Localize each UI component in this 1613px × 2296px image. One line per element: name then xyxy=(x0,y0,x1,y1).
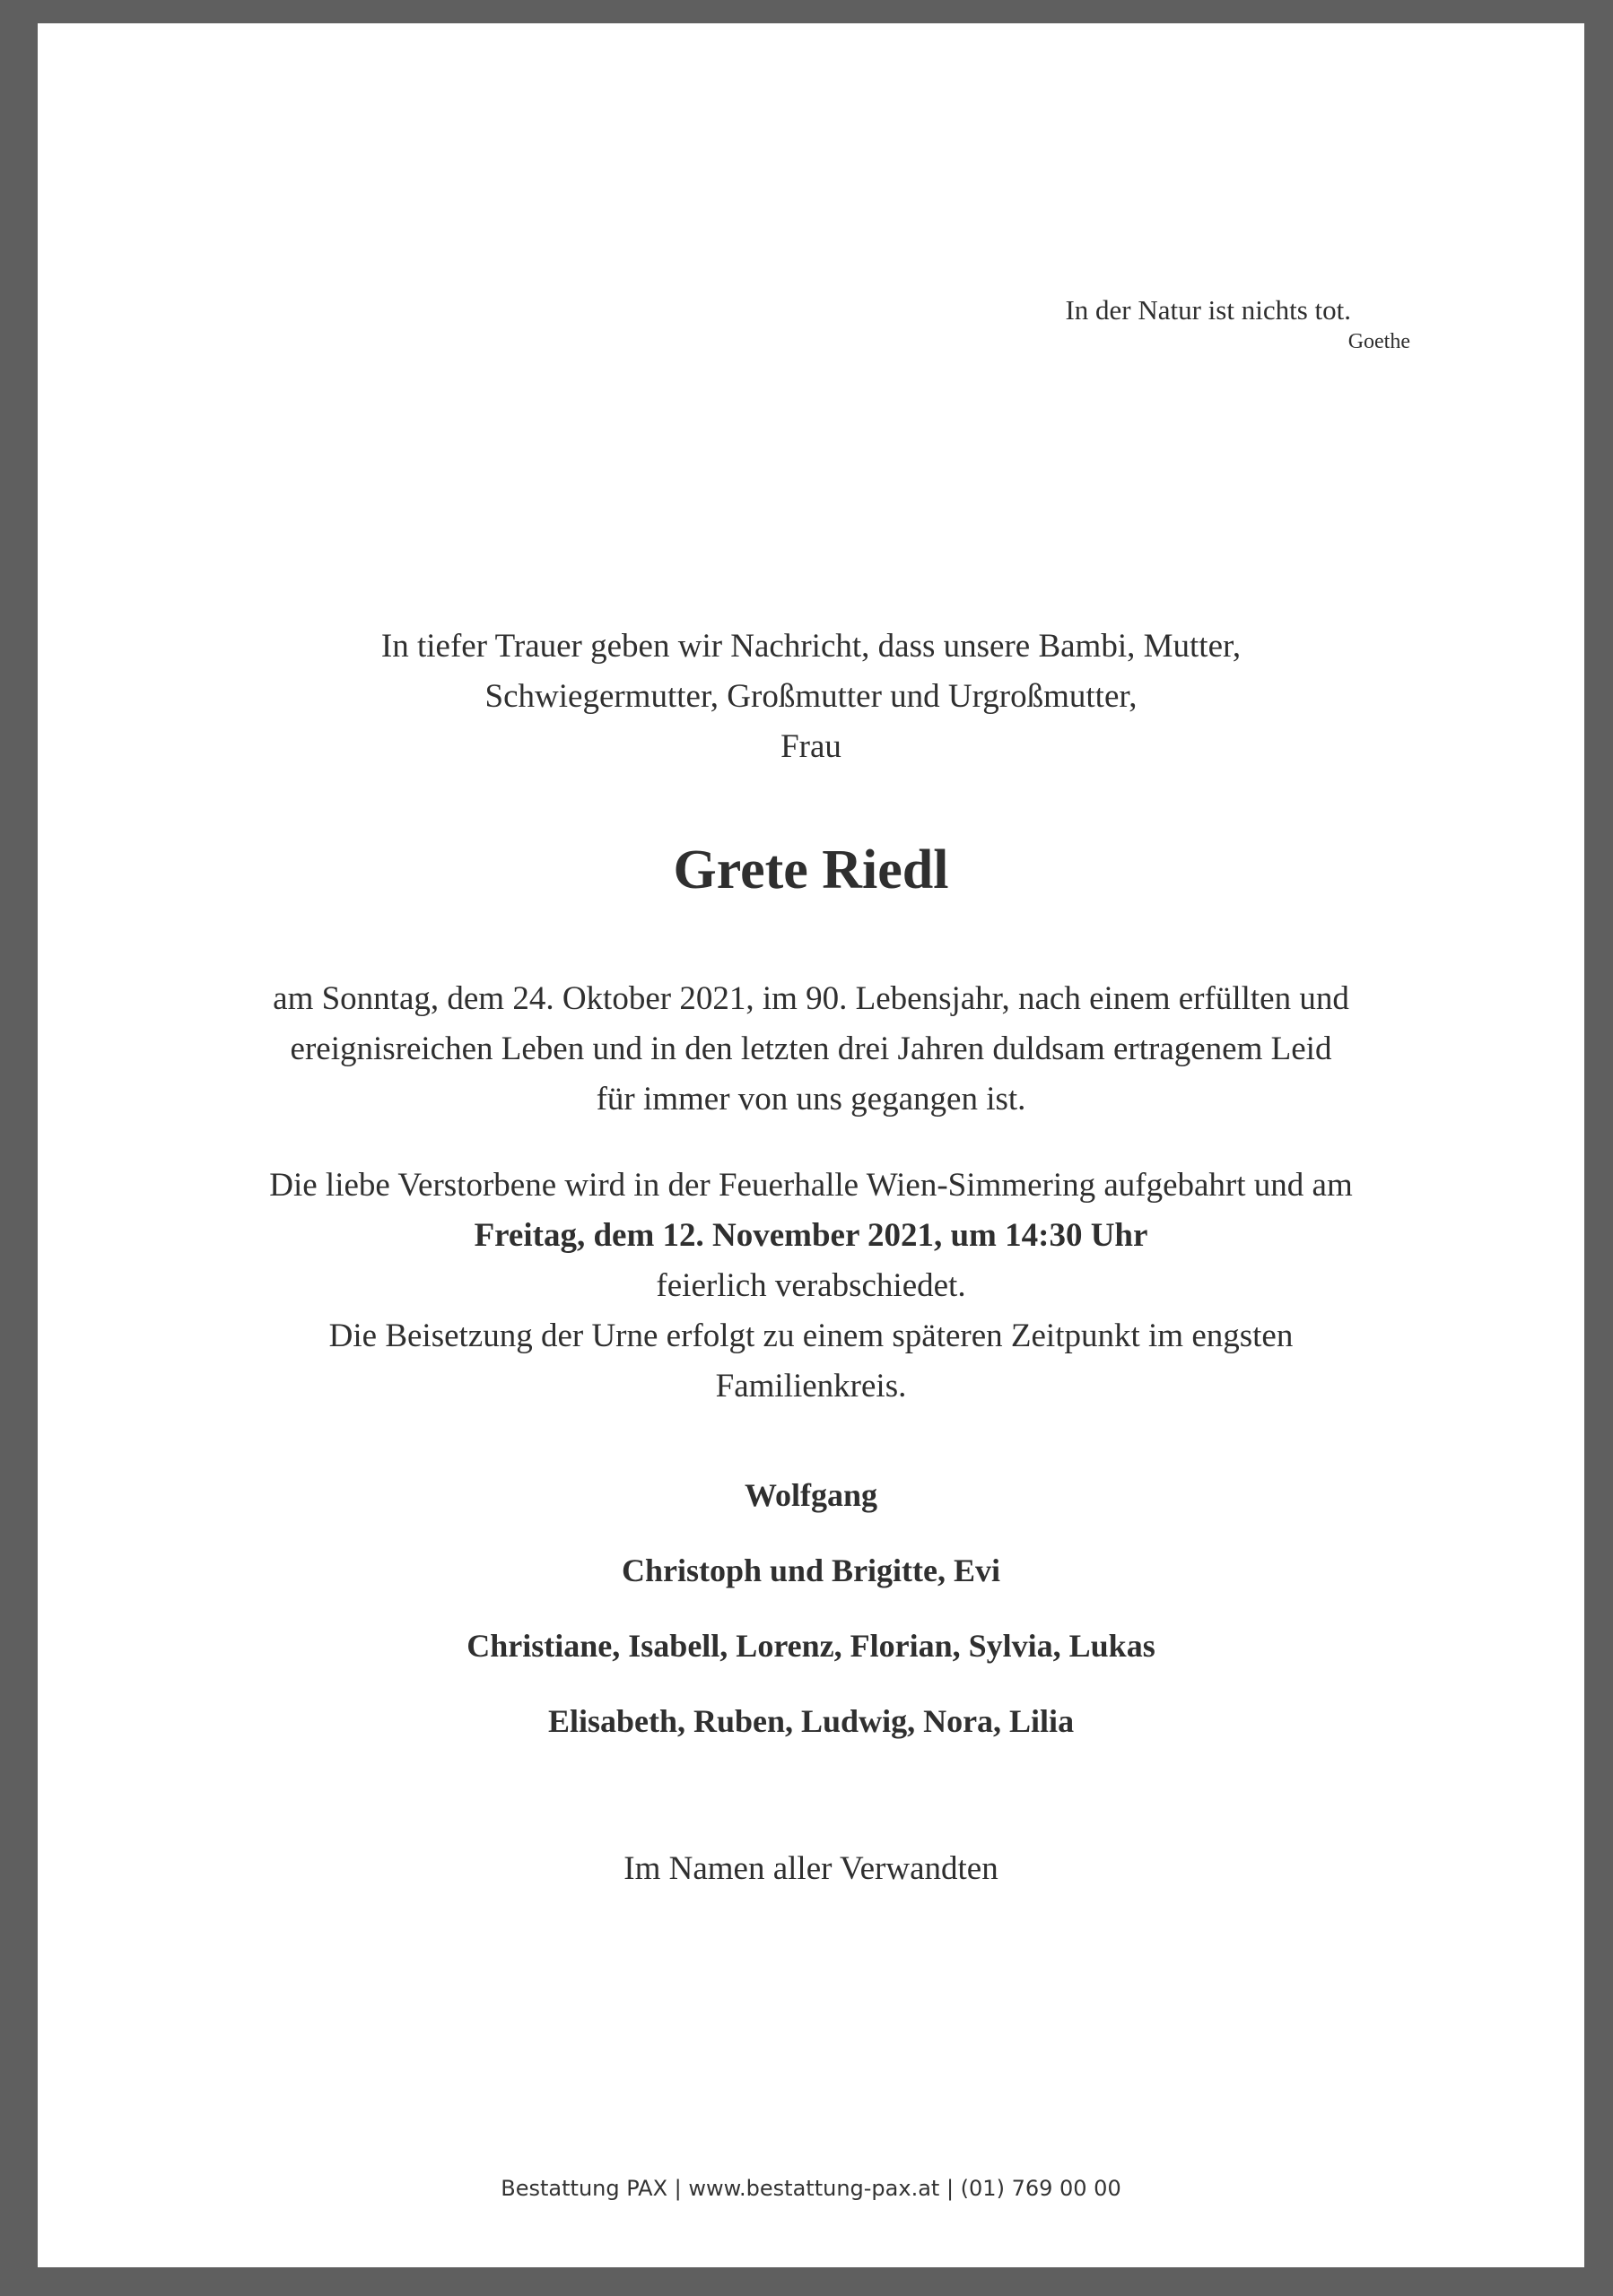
obituary-document xyxy=(38,23,1584,2267)
funeral-line-5: Familienkreis. xyxy=(715,1368,907,1405)
funeral-home-footer: Bestattung PAX | www.bestattung-pax.at | (01) 769 00 00 xyxy=(501,2176,1121,2201)
death-line-3: für immer von uns gegangen ist. xyxy=(596,1081,1026,1118)
funeral-line-4: Die Beisetzung der Urne erfolgt zu einem späteren Zeitpunkt im engsten xyxy=(328,1318,1294,1354)
obituary-sheet xyxy=(38,23,1584,2267)
mourners-line: Wolfgang xyxy=(744,1477,878,1513)
epigraph xyxy=(1065,294,1410,357)
funeral-details xyxy=(38,1161,1584,1412)
mourners-line: Christiane, Isabell, Lorenz, Florian, Sylvia, Lukas xyxy=(466,1628,1155,1664)
death-line-2: ereignisreichen Leben und in den letzten drei Jahren duldsam ertragenem Leid xyxy=(290,1031,1332,1067)
announcement-intro xyxy=(38,622,1584,772)
epigraph-text: In der Natur ist nichts tot. xyxy=(1065,294,1351,326)
signoff: Im Namen aller Verwandten xyxy=(623,1850,998,1887)
death-line-1: am Sonntag, dem 24. Oktober 2021, im 90. Lebensjahr, nach einem erfüllten und xyxy=(273,980,1349,1017)
funeral-line-3: feierlich verabschiedet. xyxy=(656,1267,966,1304)
deceased-name: Grete Riedl xyxy=(673,839,949,900)
intro-line-2: Schwiegermutter, Großmutter und Urgroßmutter, xyxy=(484,678,1138,715)
epigraph-author: Goethe xyxy=(1347,330,1410,353)
intro-line-3: Frau xyxy=(780,728,841,765)
funeral-line-1: Die liebe Verstorbene wird in der Feuerhalle Wien-Simmering aufgebahrt und am xyxy=(269,1167,1353,1204)
mourners-line: Christoph und Brigitte, Evi xyxy=(621,1552,1001,1588)
intro-line-1: In tiefer Trauer geben wir Nachricht, dass unsere Bambi, Mutter, xyxy=(380,628,1242,665)
death-notice xyxy=(38,974,1584,1125)
mourners-list xyxy=(38,1470,1584,1771)
funeral-date: Freitag, dem 12. November 2021, um 14:30 Uhr xyxy=(474,1217,1148,1254)
mourners-line: Elisabeth, Ruben, Ludwig, Nora, Lilia xyxy=(547,1703,1075,1739)
